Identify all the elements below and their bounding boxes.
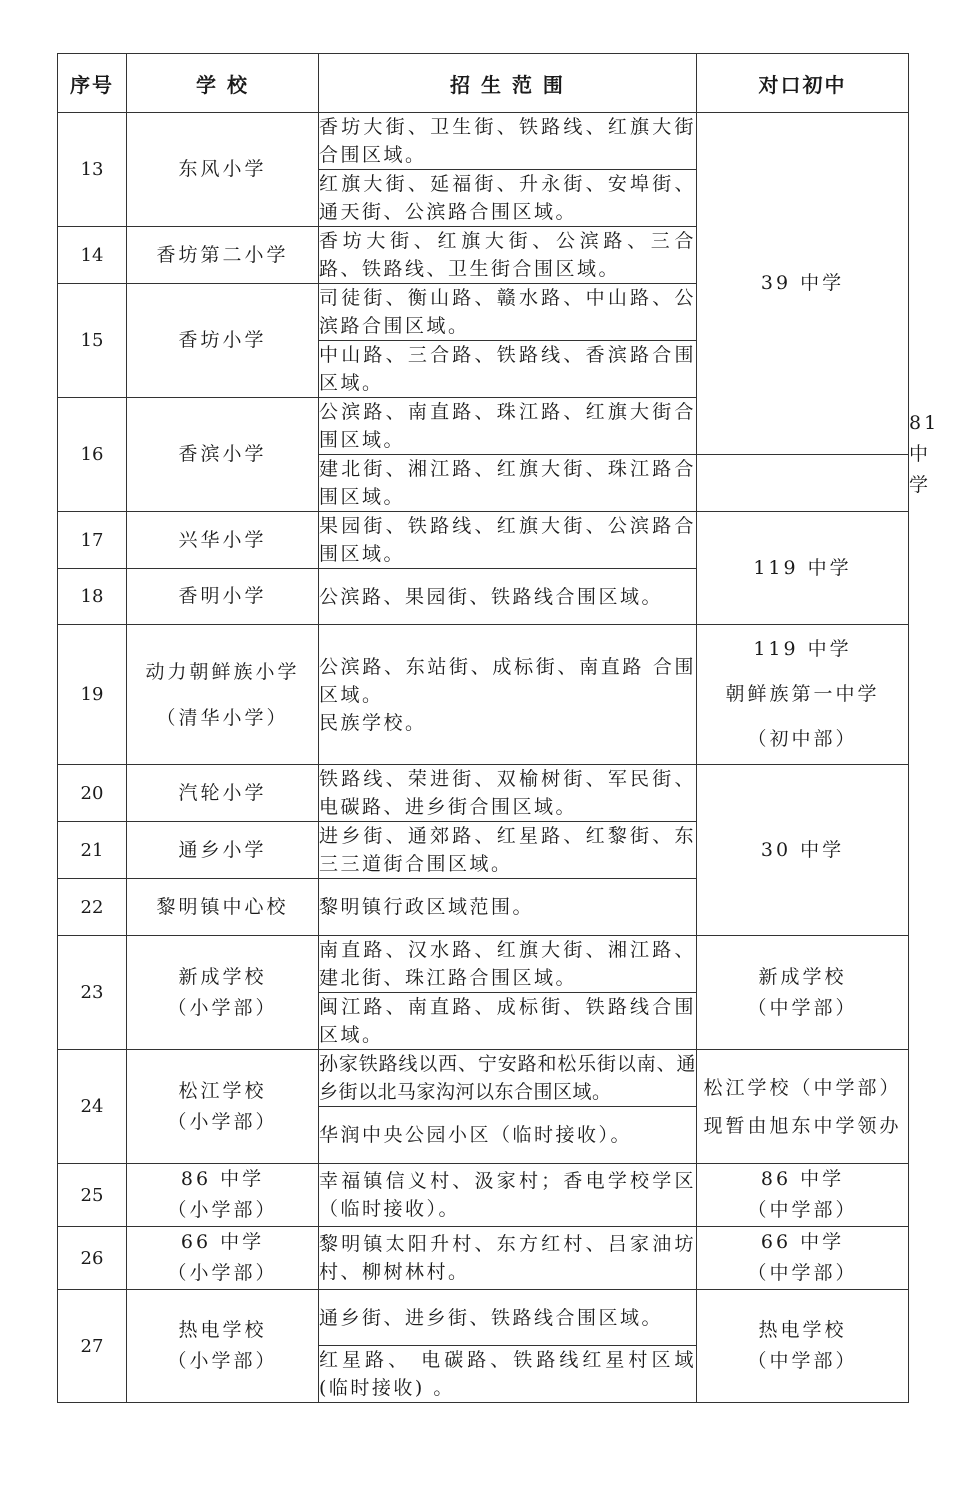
scope-cell: 公滨路、果园街、铁路线合围区域。 <box>319 569 697 625</box>
school-name: 汽轮小学 <box>127 765 319 822</box>
table-row <box>58 1164 909 1227</box>
school-name-line: 热电学校 <box>178 1319 267 1341</box>
table-row: 16 香滨小学 公滨路、南直路、珠江路、红旗大街合围区域。 81 中学 <box>58 398 909 455</box>
row-no: 27 <box>58 1290 127 1403</box>
middle-school: 119 中学 <box>697 512 909 625</box>
scope-cell: 中山路、三合路、铁路线、香滨路合围区域。 <box>319 341 697 398</box>
scope-cell: 铁路线、荣进街、双榆树街、军民街、 电碳路、进乡街合围区域。 <box>319 765 697 822</box>
middle-school-line: 松江学校（中学部） <box>703 1076 902 1099</box>
row-no: 14 <box>58 227 127 284</box>
header-school: 学 校 <box>127 54 319 113</box>
scope-cell: 进乡街、通郊路、红星路、红黎街、东三三道街合围区域。 <box>319 822 697 879</box>
row-no: 21 <box>58 822 127 879</box>
table-row <box>58 936 909 993</box>
scope-cell: 华润中央公园小区（临时接收）。 <box>319 1107 697 1164</box>
scope-cell: 香坊大街、卫生街、铁路线、红旗大街合围区域。 <box>319 113 697 170</box>
school-name-line: （小学部） <box>167 1199 278 1221</box>
row-no: 18 <box>58 569 127 625</box>
middle-school <box>697 1227 909 1290</box>
school-name-line: （小学部） <box>167 996 278 1019</box>
table-row <box>58 1050 909 1107</box>
table-row <box>58 1227 909 1290</box>
middle-school <box>697 936 909 1050</box>
middle-school-line: 新成学校 <box>758 965 847 988</box>
school-name: 香明小学 <box>127 569 319 625</box>
school-name: 香滨小学 <box>127 398 319 512</box>
scope-cell: 通乡街、进乡街、铁路线合围区域。 <box>319 1290 697 1346</box>
school-name-line: （小学部） <box>167 1110 278 1133</box>
header-middle: 对口初中 <box>697 54 909 113</box>
scope-line: 公滨路、东站街、成标街、南直路 合围区域。 <box>319 655 696 706</box>
scope-cell: 红星路、 电碳路、铁路线红星村区域(临时接收) 。 <box>319 1346 697 1403</box>
scope-cell: 南直路、汉水路、红旗大街、湘江路、建北街、珠江路合围区域。 <box>319 936 697 993</box>
school-name <box>127 625 319 765</box>
school-name: 香坊第二小学 <box>127 227 319 284</box>
middle-school-line: （中学部） <box>747 1199 858 1221</box>
row-no: 23 <box>58 936 127 1050</box>
middle-school-line: （初中部） <box>747 728 858 750</box>
scope-cell: 黎明镇太阳升村、东方红村、吕家油坊村、柳树林村。 <box>319 1227 697 1290</box>
scope-cell: 建北街、湘江路、红旗大街、珠江路合围区域。 <box>319 455 697 512</box>
scope-cell <box>319 625 697 765</box>
middle-school <box>697 1050 909 1164</box>
row-no: 17 <box>58 512 127 569</box>
school-name-line: （清华小学） <box>156 706 289 729</box>
middle-school-line: （中学部） <box>747 1350 858 1372</box>
enrollment-table <box>57 53 940 1403</box>
school-name: 兴华小学 <box>127 512 319 569</box>
school-name: 黎明镇中心校 <box>127 879 319 936</box>
scope-cell: 黎明镇行政区域范围。 <box>319 879 697 936</box>
middle-school-line: 86 中学 <box>760 1168 845 1190</box>
middle-school <box>697 1290 909 1403</box>
middle-school-line: 现暂由旭东中学领办 <box>703 1114 902 1137</box>
school-name: 香坊小学 <box>127 284 319 398</box>
row-no: 16 <box>58 398 127 512</box>
row-no: 19 <box>58 625 127 765</box>
scope-cell: 幸福镇信义村、汲家村；香电学校学区（临时接收）。 <box>319 1164 697 1227</box>
scope-cell: 公滨路、南直路、珠江路、红旗大街合围区域。 <box>319 398 697 455</box>
middle-school-line: 热电学校 <box>758 1319 847 1341</box>
middle-school: 30 中学 <box>697 765 909 936</box>
school-name-line: 动力朝鲜族小学 <box>145 660 300 683</box>
middle-school-line: 66 中学 <box>760 1231 845 1253</box>
school-name <box>127 1050 319 1164</box>
school-name-line: 66 中学 <box>180 1231 265 1253</box>
row-no: 22 <box>58 879 127 936</box>
row-no: 15 <box>58 284 127 398</box>
middle-school <box>697 625 909 765</box>
school-name <box>127 936 319 1050</box>
school-name <box>127 1164 319 1227</box>
school-name <box>127 1290 319 1403</box>
middle-school-line: 119 中学 <box>753 638 852 660</box>
scope-cell: 红旗大街、延福街、升永街、安埠街、通天街、公滨路合围区域。 <box>319 170 697 227</box>
table-row <box>58 512 909 569</box>
table-row <box>58 1290 909 1346</box>
table-row <box>58 625 909 765</box>
middle-school-line: （中学部） <box>747 996 858 1019</box>
scope-line: 民族学校。 <box>319 711 427 734</box>
table-header-row <box>58 54 909 113</box>
school-name-line: 86 中学 <box>180 1168 265 1190</box>
scope-cell: 香坊大街、红旗大街、公滨路、三合路、铁路线、卫生街合围区域。 <box>319 227 697 284</box>
scope-cell: 孙家铁路线以西、宁安路和松乐街以南、通乡街以北马家沟河以东合围区域。 <box>319 1050 697 1107</box>
header-scope: 招 生 范 围 <box>319 54 697 113</box>
school-name-line: （小学部） <box>167 1350 278 1372</box>
enrollment-table-container <box>57 53 940 1403</box>
school-name <box>127 1227 319 1290</box>
middle-school <box>697 1164 909 1227</box>
school-name-line: 松江学校 <box>178 1079 267 1102</box>
school-name: 东风小学 <box>127 113 319 227</box>
row-no: 25 <box>58 1164 127 1227</box>
school-name-line: （小学部） <box>167 1262 278 1284</box>
row-no: 20 <box>58 765 127 822</box>
school-name: 通乡小学 <box>127 822 319 879</box>
school-name-line: 新成学校 <box>178 965 267 988</box>
table-row <box>58 765 909 822</box>
row-no: 13 <box>58 113 127 227</box>
table-row <box>58 113 909 170</box>
middle-school-line: （中学部） <box>747 1262 858 1284</box>
middle-school-line: 朝鲜族第一中学 <box>725 683 880 705</box>
row-no: 24 <box>58 1050 127 1164</box>
row-no: 26 <box>58 1227 127 1290</box>
scope-cell: 司徒街、衡山路、赣水路、中山路、公滨路合围区域。 <box>319 284 697 341</box>
header-no: 序号 <box>58 54 127 113</box>
middle-school: 39 中学 <box>697 113 909 455</box>
scope-cell: 闽江路、南直路、成标街、铁路线合围区域。 <box>319 993 697 1050</box>
scope-cell: 果园街、铁路线、红旗大街、公滨路合围区域。 <box>319 512 697 569</box>
